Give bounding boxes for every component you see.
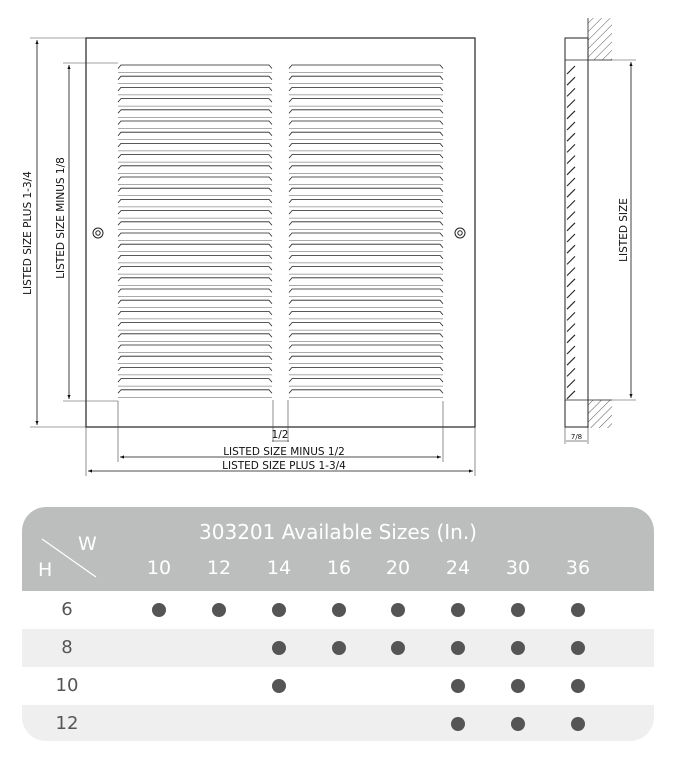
side-blade [567,279,575,287]
louver-blade [118,166,272,170]
louver-blade [289,110,443,114]
louver-blade [118,334,272,338]
louver-blade [289,166,443,170]
availability-dot [212,603,226,617]
side-blade [567,234,575,242]
louver-blade [118,76,272,80]
dimension-height-outer [22,38,86,427]
availability-dot [152,603,166,617]
table-row [22,591,654,629]
louver-blade [289,143,443,147]
wall-hatch-top [588,18,612,60]
louver-blade [118,267,272,271]
side-blade [567,212,575,220]
side-blade [567,189,575,197]
louver-blade [289,199,443,203]
side-blade [567,167,575,175]
louver-blade [118,323,272,327]
louver-blade [289,345,443,349]
louver-blade [289,390,443,394]
row-height-label: 10 [55,675,79,696]
side-blade [567,301,575,309]
availability-dot [272,641,286,655]
side-depth-label: 7/8 [570,433,583,441]
louver-blade [118,177,272,181]
side-blade [567,256,575,264]
louver-blade [289,177,443,181]
table-row [22,705,654,741]
column-header: 20 [385,557,411,579]
row-height-label: 8 [61,637,73,658]
louver-blade [289,379,443,383]
dimension-center-gap [272,400,289,442]
louver-blade [289,121,443,125]
louver-blade [289,132,443,136]
side-blade [567,122,575,130]
louver-blade [289,99,443,103]
availability-dot [272,679,286,693]
louver-blade [118,132,272,136]
row-height-label: 12 [55,713,79,734]
louver-blade [289,233,443,237]
louver-blade [118,300,272,304]
side-blade [567,88,575,96]
side-blade [567,290,575,298]
height-outer-label: LISTED SIZE PLUS 1-3/4 [22,171,34,295]
side-blade [567,156,575,164]
width-outer-label: LISTED SIZE PLUS 1-3/4 [222,460,346,472]
front-view [86,38,475,427]
side-blade [567,380,575,388]
louver-blade [118,155,272,159]
louver-blade [289,289,443,293]
available-sizes-table [22,507,654,741]
louver-blade [289,334,443,338]
side-frame [565,38,588,427]
side-louver-blades [567,66,575,399]
louver-blade [118,367,272,371]
side-blade [567,223,575,231]
louver-blade [289,300,443,304]
louver-blade [289,244,443,248]
wall-hatch-bottom [588,400,612,428]
corner-height-label: H [38,559,53,581]
availability-dot [451,641,465,655]
availability-dot [391,641,405,655]
louver-blade [118,255,272,259]
table-title: 303201 Available Sizes (In.) [199,520,477,544]
louver-blade [289,367,443,371]
side-listed-size-label: LISTED SIZE [618,198,630,262]
availability-dot [272,603,286,617]
column-header: 10 [146,557,172,579]
louver-blade [289,188,443,192]
louver-blade [118,121,272,125]
side-blade [567,245,575,253]
side-blade [567,268,575,276]
louver-column-right [289,65,443,397]
side-blade [567,312,575,320]
side-blade [567,368,575,376]
louver-blade [118,110,272,114]
column-header: 24 [445,557,471,579]
availability-dot [511,603,525,617]
louver-blade [118,289,272,293]
louver-column-left [118,65,272,397]
corner-width-label: W [78,533,97,555]
column-header: 36 [565,557,591,579]
louver-blade [118,211,272,215]
screw-hole-left [93,228,103,238]
availability-dot [391,603,405,617]
louver-blade [289,76,443,80]
louver-blade [289,323,443,327]
availability-dot [332,603,346,617]
louver-blade [118,188,272,192]
louver-blade [289,155,443,159]
louver-blade [118,311,272,315]
louver-blade [289,278,443,282]
side-blade [567,357,575,365]
table-row [22,629,654,667]
row-height-label: 6 [61,599,73,620]
width-inner-label: LISTED SIZE MINUS 1/2 [223,446,345,458]
louver-blade [118,65,272,69]
availability-dot [511,717,525,731]
availability-dot [511,641,525,655]
availability-dot [571,679,585,693]
louver-blade [118,244,272,248]
side-blade [567,335,575,343]
column-header: 14 [266,557,292,579]
louver-blade [289,87,443,91]
louver-blade [118,199,272,203]
availability-dot [451,603,465,617]
louver-blade [289,356,443,360]
table-header [22,507,654,591]
column-header: 12 [206,557,232,579]
louver-blade [289,311,443,315]
louver-blade [118,356,272,360]
side-blade [567,391,575,399]
table-row [22,667,654,705]
screw-hole-right [455,228,465,238]
height-inner-label: LISTED SIZE MINUS 1/8 [55,157,67,279]
availability-dot [332,641,346,655]
availability-dot [571,717,585,731]
louver-blade [118,87,272,91]
louver-blade [118,278,272,282]
side-blade [567,111,575,119]
louver-blade [118,99,272,103]
louver-blade [118,222,272,226]
louver-blade [118,345,272,349]
side-blade [567,77,575,85]
availability-dot [511,679,525,693]
availability-dot [571,641,585,655]
side-blade [567,346,575,354]
corner-cell [38,533,100,581]
louver-blade [118,143,272,147]
availability-dot [451,717,465,731]
column-header: 16 [326,557,352,579]
side-blade [567,200,575,208]
louver-blade [289,65,443,69]
louver-blade [118,379,272,383]
louver-blade [289,222,443,226]
column-header: 30 [505,557,531,579]
center-gap-label: 1/2 [271,429,289,441]
side-blade [567,178,575,186]
side-blade [567,144,575,152]
louver-blade [289,255,443,259]
availability-dot [451,679,465,693]
side-blade [567,66,575,74]
louver-blade [118,233,272,237]
louver-blade [289,211,443,215]
grille-frame [86,38,475,427]
availability-dot [571,603,585,617]
side-blade [567,100,575,108]
side-blade [567,133,575,141]
side-view [565,18,636,444]
side-blade [567,324,575,332]
louver-blade [118,390,272,394]
louver-blade [289,267,443,271]
